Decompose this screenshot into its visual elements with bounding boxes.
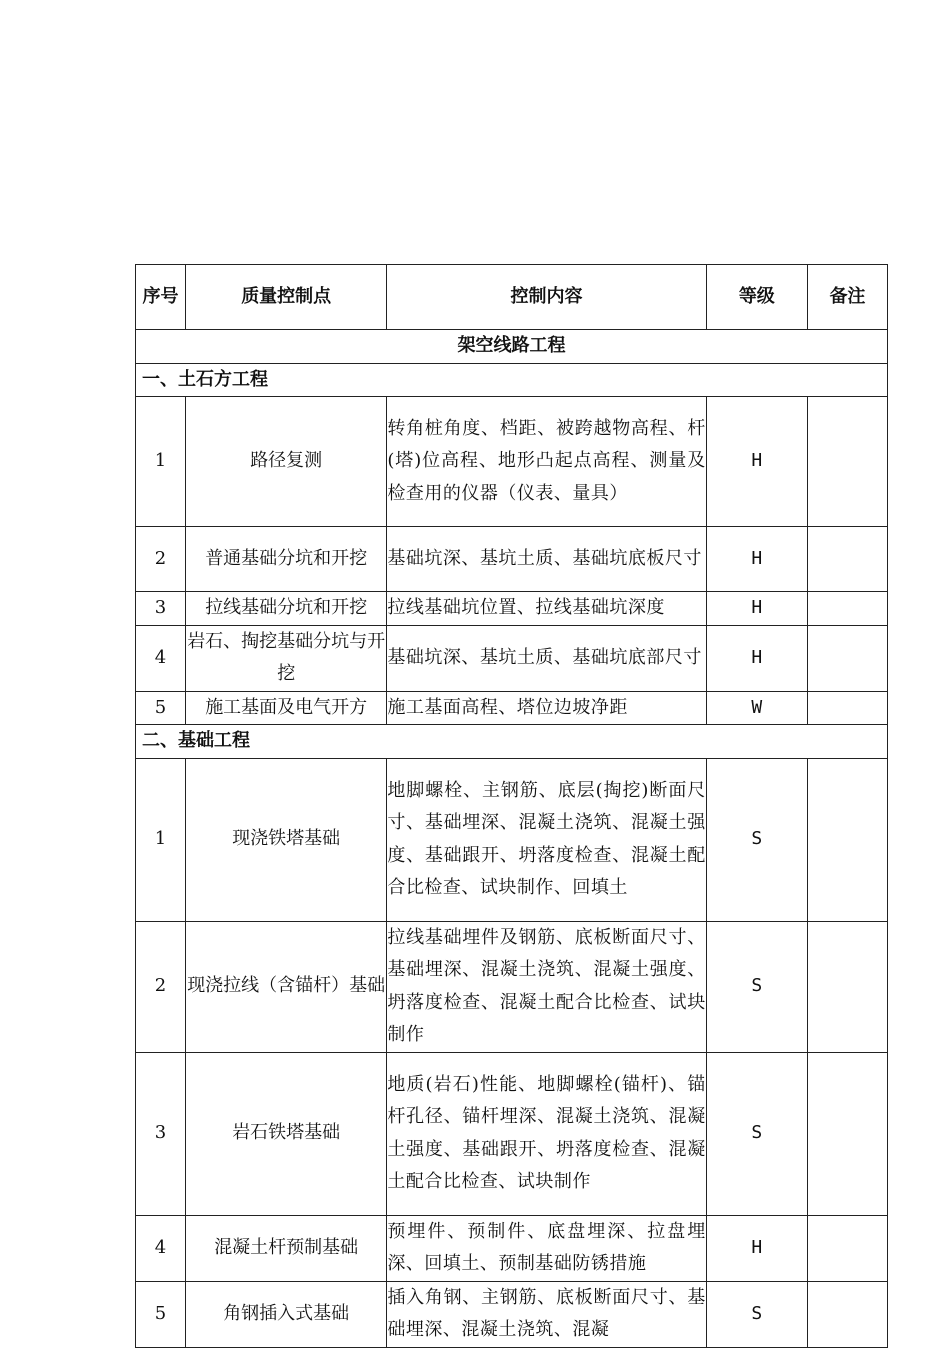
row-note: [807, 397, 887, 527]
row-content: 地质(岩石)性能、地脚螺栓(锚杆)、锚杆孔径、锚杆埋深、混凝土浇筑、混凝土强度、基础跟开、坍落度检查、混凝土配合比检查、试块制作: [387, 1052, 706, 1215]
table-row: [136, 1215, 888, 1281]
row-point: 混凝土杆预制基础: [186, 1215, 387, 1281]
table-row: [136, 592, 888, 626]
table-row: [136, 527, 888, 592]
row-content: 施工基面高程、塔位边坡净距: [387, 691, 706, 725]
row-seq: 1: [136, 758, 186, 921]
row-seq: 5: [136, 691, 186, 725]
table-row: [136, 691, 888, 725]
row-point: 拉线基础分坑和开挖: [186, 592, 387, 626]
row-seq: 1: [136, 397, 186, 527]
table-title-row: [136, 330, 888, 364]
table-row: [136, 625, 888, 691]
row-seq: 2: [136, 921, 186, 1052]
table-row: [136, 1052, 888, 1215]
header-point: 质量控制点: [186, 265, 387, 330]
row-point: 岩石、掏挖基础分坑与开挖: [186, 625, 387, 691]
row-seq: 2: [136, 527, 186, 592]
header-grade: 等级: [706, 265, 807, 330]
row-note: [807, 921, 887, 1052]
header-seq: 序号: [136, 265, 186, 330]
row-note: [807, 1281, 887, 1347]
row-content: 拉线基础埋件及钢筋、底板断面尺寸、基础埋深、混凝土浇筑、混凝土强度、坍落度检查、混凝土配合比检查、试块制作: [387, 921, 706, 1052]
table-title: 架空线路工程: [136, 330, 888, 364]
table-row: [136, 921, 888, 1052]
table-header-row: [136, 265, 888, 330]
row-seq: 4: [136, 1215, 186, 1281]
row-content: 拉线基础坑位置、拉线基础坑深度: [387, 592, 706, 626]
row-grade: H: [706, 527, 807, 592]
row-point: 施工基面及电气开方: [186, 691, 387, 725]
row-grade: W: [706, 691, 807, 725]
row-grade: S: [706, 1052, 807, 1215]
quality-control-table: [135, 264, 888, 1348]
row-grade: H: [706, 592, 807, 626]
row-seq: 4: [136, 625, 186, 691]
row-point: 现浇铁塔基础: [186, 758, 387, 921]
row-seq: 5: [136, 1281, 186, 1347]
row-grade: S: [706, 758, 807, 921]
table-row: [136, 1281, 888, 1347]
table-row: [136, 397, 888, 527]
row-point: 普通基础分坑和开挖: [186, 527, 387, 592]
section-row: [136, 363, 888, 397]
section-title: 一、土石方工程: [136, 363, 888, 397]
row-grade: S: [706, 1281, 807, 1347]
row-note: [807, 691, 887, 725]
section-row: [136, 725, 888, 759]
row-note: [807, 1215, 887, 1281]
row-point: 角钢插入式基础: [186, 1281, 387, 1347]
row-grade: H: [706, 1215, 807, 1281]
table-row: [136, 758, 888, 921]
row-grade: H: [706, 625, 807, 691]
row-note: [807, 592, 887, 626]
row-note: [807, 758, 887, 921]
row-content: 基础坑深、基坑土质、基础坑底板尺寸: [387, 527, 706, 592]
row-seq: 3: [136, 1052, 186, 1215]
row-point: 路径复测: [186, 397, 387, 527]
row-note: [807, 1052, 887, 1215]
row-content: 地脚螺栓、主钢筋、底层(掏挖)断面尺寸、基础埋深、混凝土浇筑、混凝土强度、基础跟开、坍落度检查、混凝土配合比检查、试块制作、回填土: [387, 758, 706, 921]
header-content: 控制内容: [387, 265, 706, 330]
row-content: 插入角钢、主钢筋、底板断面尺寸、基础埋深、混凝土浇筑、混凝: [387, 1281, 706, 1347]
row-note: [807, 625, 887, 691]
row-content: 预埋件、预制件、底盘埋深、拉盘埋深、回填土、预制基础防锈措施: [387, 1215, 706, 1281]
row-content: 转角桩角度、档距、被跨越物高程、杆(塔)位高程、地形凸起点高程、测量及检查用的仪器（仪表、量具）: [387, 397, 706, 527]
header-note: 备注: [807, 265, 887, 330]
section-title: 二、基础工程: [136, 725, 888, 759]
row-grade: H: [706, 397, 807, 527]
row-point: 岩石铁塔基础: [186, 1052, 387, 1215]
row-point: 现浇拉线（含锚杆）基础: [186, 921, 387, 1052]
row-grade: S: [706, 921, 807, 1052]
row-note: [807, 527, 887, 592]
row-seq: 3: [136, 592, 186, 626]
row-content: 基础坑深、基坑土质、基础坑底部尺寸: [387, 625, 706, 691]
